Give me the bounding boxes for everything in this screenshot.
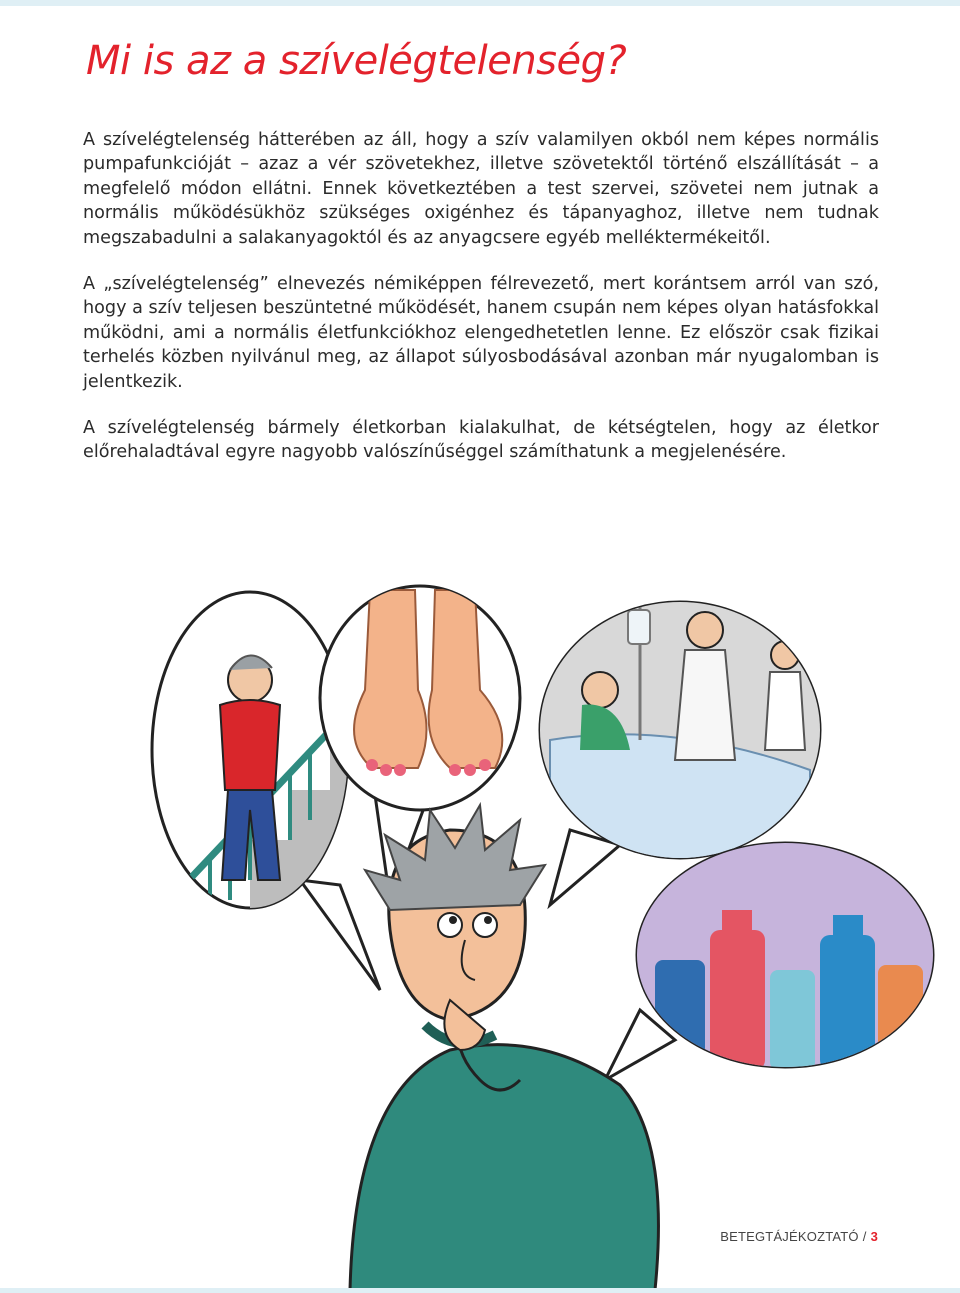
footer-separator: / [862, 1229, 867, 1244]
paragraph-age: A szívelégtelenség bármely életkorban kialakulhat, de kétségtelen, hogy az életkor előrehaladtával egyre nagyobb valószínűséggel számíthatunk a megjelenésére. [83, 418, 879, 463]
page-title: Mi is az a szívelégtelenség? [86, 38, 627, 84]
paragraph-misleading-name: A „szívelégtelenség” elnevezés némiképpen félrevezető, mert korántsem arról van szó, hogy a szív teljesen beszüntetné működését, hanem csupán nem képes olyan hatásfokkal működni, ami a normális életfunkciókhoz elengedhetetlen lenne. Ez először csak fizikai terhelés közben nyilvánul meg, az állapot súlyosbodásával azonban már nyugalomban is jelentkezik. [83, 274, 879, 392]
bottom-decorative-rule [0, 1288, 960, 1293]
illustration [150, 580, 940, 1290]
body-text [83, 128, 879, 487]
paragraph-definition: A szívelégtelenség hátterében az áll, hogy a szív valamilyen okból nem képes normális pumpafunkcióját – azaz a vér szövetekhez, illetve szövetektől történő elszállítását – a megfelelő módon ellátni. Ennek következtében a test szervei, szövetei nem jutnak a normális működésükhöz szükséges oxigénhez és tápanyaghoz, illetve nem tudnak megszabadulni a salakanyagoktól és az anyagcsere egyéb melléktermékeitől. [83, 130, 879, 248]
bubble-medications [605, 840, 935, 1080]
thinking-man [350, 805, 658, 1290]
page-number: 3 [870, 1229, 878, 1244]
footer-label: BETEGTÁJÉKOZTATÓ [720, 1229, 859, 1244]
top-decorative-rule [0, 0, 960, 6]
footer [720, 1229, 878, 1244]
